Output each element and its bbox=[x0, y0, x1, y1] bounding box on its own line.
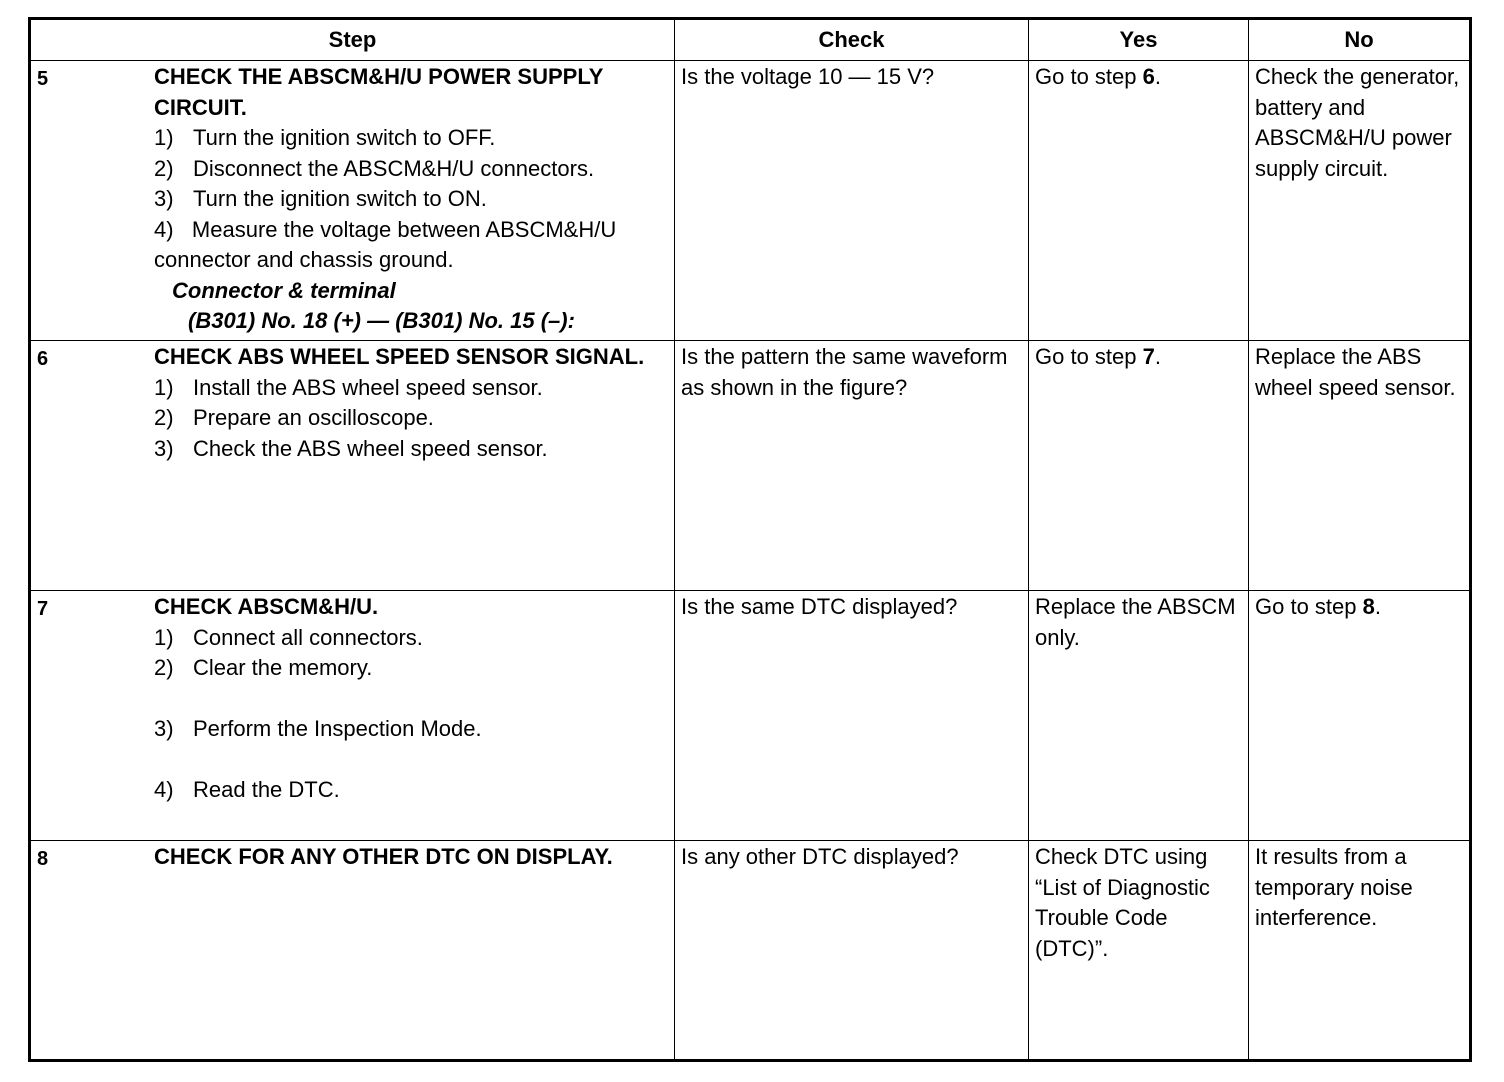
substep: 2) Clear the memory. bbox=[154, 655, 373, 680]
no-cell: Check the generator, battery and ABSCM&H/U power supply circuit. bbox=[1249, 61, 1471, 341]
header-row bbox=[30, 19, 1471, 61]
substep: 2) Disconnect the ABSCM&H/U connectors. bbox=[154, 155, 595, 181]
step-number: 7 bbox=[37, 598, 49, 620]
yes-cell: Check DTC using “List of Diagnostic Trouble Code (DTC)”. bbox=[1029, 841, 1249, 1061]
header-no: No bbox=[1249, 19, 1471, 61]
step-title: CHECK FOR ANY OTHER DTC ON DISPLAY. bbox=[154, 844, 613, 869]
step-title: CHECK ABS WHEEL SPEED SENSOR SIGNAL. bbox=[154, 344, 645, 369]
no-cell: It results from a temporary noise interference. bbox=[1249, 841, 1471, 1061]
no-cell: Replace the ABS wheel speed sensor. bbox=[1249, 341, 1471, 591]
step-title: CHECK ABSCM&H/U. bbox=[154, 594, 379, 619]
diagnostic-table bbox=[28, 17, 1472, 1062]
step-title: CHECK THE ABSCM&H/U POWER SUPPLY CIRCUIT. bbox=[154, 64, 604, 120]
check-cell: Is any other DTC displayed? bbox=[675, 841, 1029, 1061]
step-cell bbox=[30, 841, 675, 1061]
header-step: Step bbox=[30, 19, 675, 61]
step-number: 6 bbox=[37, 348, 49, 370]
check-cell: Is the same DTC displayed? bbox=[675, 591, 1029, 841]
check-cell: Is the pattern the same waveform as shown in the figure? bbox=[675, 341, 1029, 591]
yes-cell: Go to step 6. bbox=[1029, 61, 1249, 341]
substep: 3) Check the ABS wheel speed sensor. bbox=[154, 435, 548, 461]
step-number: 8 bbox=[37, 848, 49, 870]
step-number: 5 bbox=[37, 68, 49, 90]
header-check: Check bbox=[675, 19, 1029, 61]
substep: 1) Turn the ignition switch to OFF. bbox=[154, 125, 496, 150]
connector-label: Connector & terminal bbox=[172, 277, 396, 303]
table-row bbox=[30, 341, 1471, 591]
substep: 3) Turn the ignition switch to ON. bbox=[154, 186, 487, 211]
no-cell: Go to step 8. bbox=[1249, 591, 1471, 841]
table-row bbox=[30, 841, 1471, 1061]
substep: 2) Prepare an oscilloscope. bbox=[154, 405, 434, 430]
substep: 1) Connect all connectors. bbox=[154, 624, 423, 650]
check-cell: Is the voltage 10 — 15 V? bbox=[675, 61, 1029, 341]
yes-cell: Go to step 7. bbox=[1029, 341, 1249, 591]
substep: 3) Perform the Inspection Mode. bbox=[154, 716, 482, 741]
header-yes: Yes bbox=[1029, 19, 1249, 61]
connector-value: (B301) No. 18 (+) — (B301) No. 15 (–): bbox=[188, 308, 575, 333]
step-cell bbox=[30, 341, 675, 591]
substep: 1) Install the ABS wheel speed sensor. bbox=[154, 374, 543, 400]
substep: 4) Measure the voltage between ABSCM&H/U connector and chassis ground. bbox=[154, 216, 617, 272]
yes-cell: Replace the ABSCM only. bbox=[1029, 591, 1249, 841]
table-row bbox=[30, 591, 1471, 841]
substep: 4) Read the DTC. bbox=[154, 777, 340, 802]
step-cell bbox=[30, 591, 675, 841]
step-cell bbox=[30, 61, 675, 341]
table-row bbox=[30, 61, 1471, 341]
